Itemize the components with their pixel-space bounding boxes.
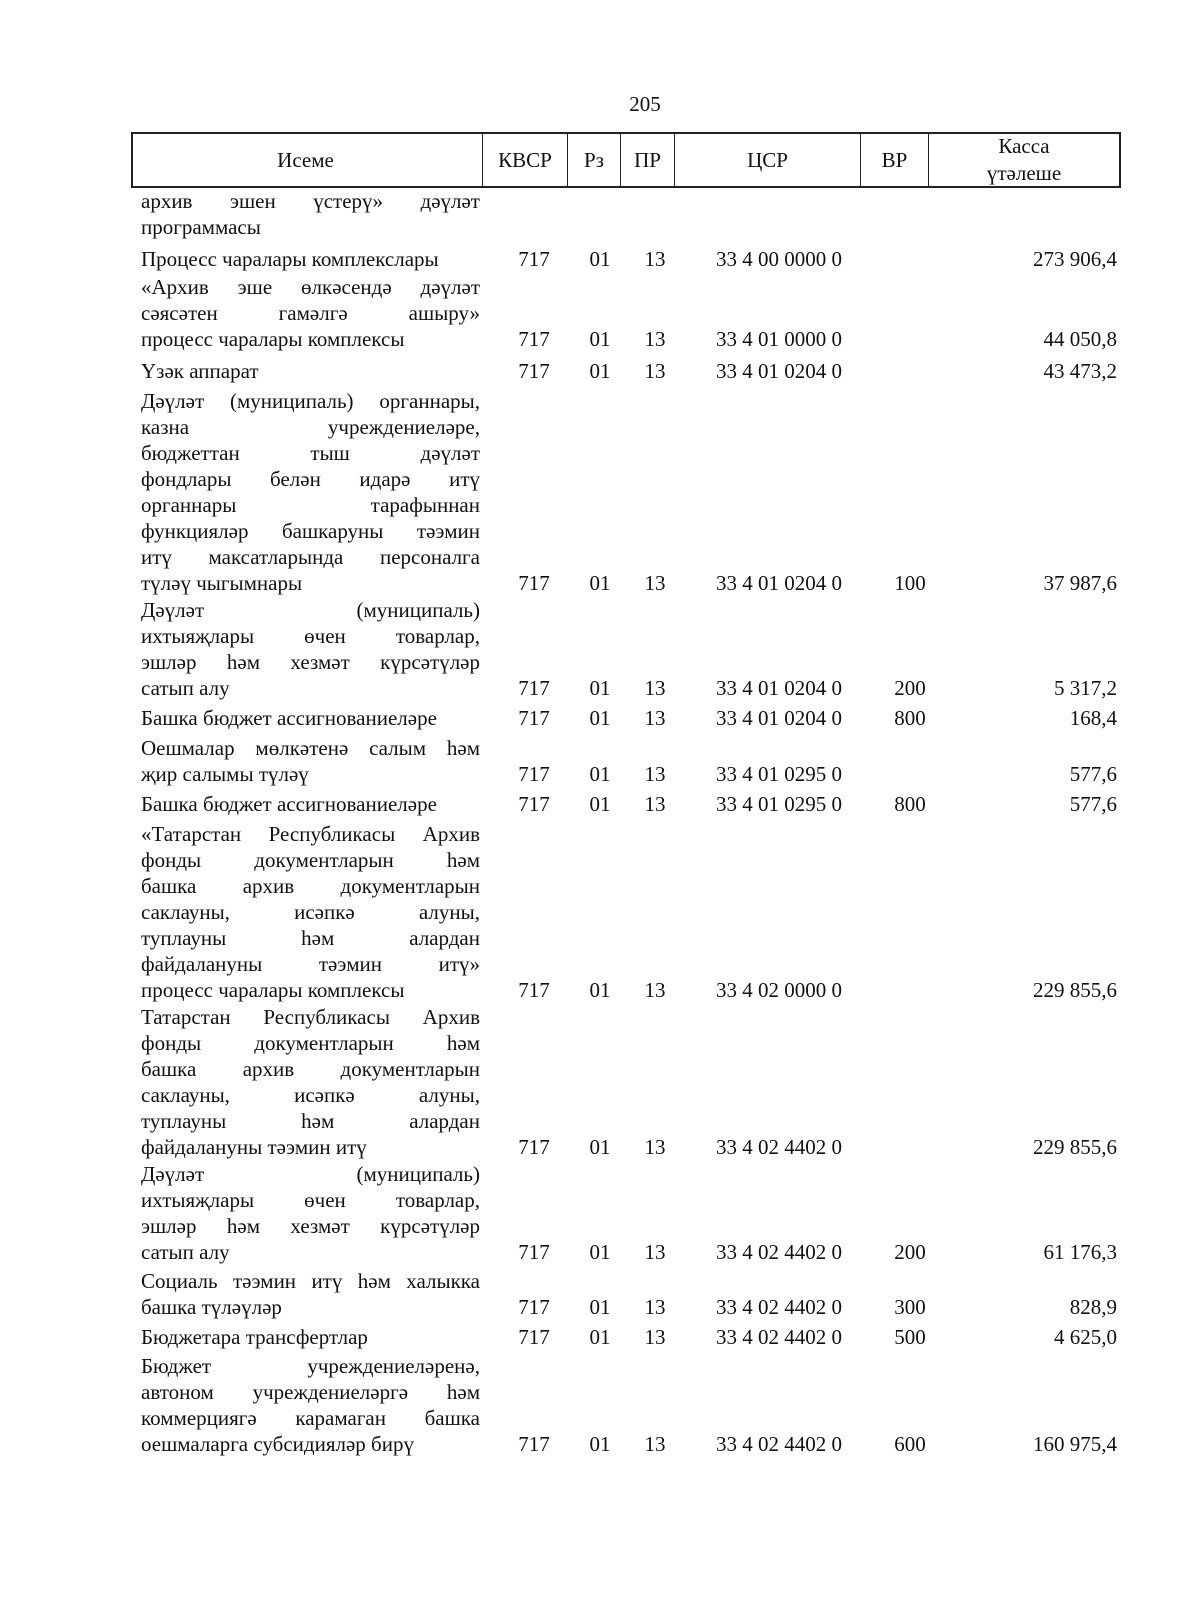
cell-csr: 33 4 02 4402 0 [716, 1135, 842, 1159]
cell-name-line: оешмаларга субсидияләр бирү [141, 1432, 414, 1456]
cell-sum: 229 855,6 [1033, 1135, 1117, 1159]
cell-rz: 01 [589, 706, 611, 730]
cell-name-line: «Архив эше өлкәсендә дәүләт [141, 275, 480, 299]
cell-kvsr: 717 [518, 978, 550, 1002]
cell-csr: 33 4 02 4402 0 [716, 1240, 842, 1264]
cell-sum: 577,6 [1069, 792, 1117, 816]
cell-vr: 600 [894, 1432, 926, 1456]
cell-sum: 577,6 [1069, 762, 1117, 786]
cell-pr: 13 [644, 706, 666, 730]
cell-kvsr: 717 [518, 1135, 550, 1159]
header-pr: ПР [634, 147, 661, 172]
header-sum-line2: үтәлеше [986, 161, 1062, 185]
cell-name-line: ихтыяҗлары өчен товарлар, [141, 1188, 480, 1212]
header-rz: Рз [584, 147, 604, 172]
cell-name-line: түләү чыгымнары [141, 571, 303, 595]
cell-name-line: Процесс чаралары комплекслары [141, 247, 439, 271]
cell-name-line: Дәүләт (муниципаль) органнары, [141, 389, 480, 413]
cell-name-line: файдалануны тәэмин итү [141, 1135, 367, 1159]
cell-csr: 33 4 01 0204 0 [716, 706, 842, 730]
cell-kvsr: 717 [518, 1432, 550, 1456]
header-vr: ВР [881, 147, 908, 172]
cell-vr: 200 [894, 1240, 926, 1264]
cell-rz: 01 [589, 1295, 611, 1319]
cell-csr: 33 4 02 4402 0 [716, 1432, 842, 1456]
cell-name-line: башка архив документларын [141, 1057, 480, 1081]
cell-pr: 13 [644, 1325, 666, 1349]
cell-pr: 13 [644, 327, 666, 351]
cell-vr: 200 [894, 676, 926, 700]
cell-csr: 33 4 02 4402 0 [716, 1295, 842, 1319]
cell-name-line: туплауны һәм алардан [141, 1109, 480, 1133]
cell-name-line: саклауны, исәпкә алуны, [141, 1083, 480, 1107]
cell-name-line: процесс чаралары комплексы [141, 978, 405, 1002]
cell-sum: 43 473,2 [1043, 359, 1117, 383]
cell-sum: 61 176,3 [1043, 1240, 1117, 1264]
cell-pr: 13 [644, 1432, 666, 1456]
cell-name-line: Татарстан Республикасы Архив [141, 1005, 480, 1029]
cell-sum: 5 317,2 [1054, 676, 1117, 700]
cell-rz: 01 [589, 247, 611, 271]
cell-name-line: программасы [141, 215, 261, 239]
cell-pr: 13 [644, 792, 666, 816]
cell-name-line: Социаль тәэмин итү һәм халыкка [141, 1269, 480, 1293]
cell-name-line: органнары тарафыннан [141, 493, 480, 517]
cell-csr: 33 4 01 0204 0 [716, 571, 842, 595]
cell-name-line: архив эшен үстерү» дәүләт [141, 189, 480, 213]
cell-kvsr: 717 [518, 571, 550, 595]
cell-name-line: сатып алу [141, 1240, 230, 1264]
cell-pr: 13 [644, 247, 666, 271]
cell-name-line: эшләр һәм хезмәт күрсәтүләр [141, 1214, 480, 1238]
cell-name-line: Дәүләт (муниципаль) [141, 1162, 480, 1186]
header-sum-line1: Касса [998, 134, 1050, 158]
cell-sum: 828,9 [1069, 1295, 1117, 1319]
cell-csr: 33 4 02 0000 0 [716, 978, 842, 1002]
cell-rz: 01 [589, 1135, 611, 1159]
cell-pr: 13 [644, 762, 666, 786]
cell-kvsr: 717 [518, 792, 550, 816]
cell-rz: 01 [589, 1240, 611, 1264]
cell-name-line: туплауны һәм алардан [141, 926, 480, 950]
cell-sum: 160 975,4 [1033, 1432, 1117, 1456]
cell-name-line: башка түләүләр [141, 1295, 282, 1319]
cell-sum: 273 906,4 [1033, 247, 1117, 271]
cell-sum: 37 987,6 [1043, 571, 1117, 595]
cell-csr: 33 4 01 0295 0 [716, 762, 842, 786]
cell-name-line: фондлары белән идарә итү [141, 467, 480, 491]
cell-name-line: Башка бюджет ассигнованиеләре [141, 792, 437, 816]
cell-pr: 13 [644, 978, 666, 1002]
cell-rz: 01 [589, 1432, 611, 1456]
cell-name-line: фонды документларын һәм [141, 1031, 480, 1055]
cell-kvsr: 717 [518, 327, 550, 351]
cell-sum: 4 625,0 [1054, 1325, 1117, 1349]
cell-csr: 33 4 01 0204 0 [716, 676, 842, 700]
cell-vr: 500 [894, 1325, 926, 1349]
cell-kvsr: 717 [518, 247, 550, 271]
cell-name-line: казна учреждениеләре, [141, 415, 480, 439]
cell-kvsr: 717 [518, 762, 550, 786]
cell-name-line: эшләр һәм хезмәт күрсәтүләр [141, 650, 480, 674]
cell-name-line: Бюджет учреждениеләренә, [141, 1354, 480, 1378]
cell-kvsr: 717 [518, 706, 550, 730]
cell-pr: 13 [644, 1295, 666, 1319]
cell-name-line: ихтыяҗлары өчен товарлар, [141, 624, 480, 648]
cell-name-line: сәясәтен гамәлгә ашыру» [141, 301, 480, 325]
cell-kvsr: 717 [518, 1325, 550, 1349]
header-csr: ЦСР [747, 147, 788, 172]
cell-name-line: бюджеттан тыш дәүләт [141, 441, 480, 465]
header-kvsr: КВСР [498, 147, 552, 172]
cell-rz: 01 [589, 792, 611, 816]
cell-vr: 800 [894, 792, 926, 816]
cell-csr: 33 4 01 0000 0 [716, 327, 842, 351]
cell-name-line: Дәүләт (муниципаль) [141, 598, 480, 622]
cell-rz: 01 [589, 327, 611, 351]
cell-vr: 100 [894, 571, 926, 595]
cell-pr: 13 [644, 1240, 666, 1264]
page-number: 205 [629, 92, 661, 116]
cell-name-line: коммерциягә карамаган башка [141, 1406, 480, 1430]
cell-name-line: саклауны, исәпкә алуны, [141, 900, 480, 924]
cell-name-line: фонды документларын һәм [141, 848, 480, 872]
cell-kvsr: 717 [518, 676, 550, 700]
cell-name-line: Оешмалар мөлкәтенә салым һәм [141, 736, 480, 760]
cell-sum: 44 050,8 [1043, 327, 1117, 351]
cell-name-line: файдалануны тәэмин итү» [141, 952, 480, 976]
cell-name-line: башка архив документларын [141, 874, 480, 898]
cell-kvsr: 717 [518, 359, 550, 383]
cell-rz: 01 [589, 359, 611, 383]
cell-name-line: җир салымы түләү [141, 762, 309, 786]
cell-sum: 168,4 [1069, 706, 1117, 730]
cell-csr: 33 4 01 0295 0 [716, 792, 842, 816]
cell-csr: 33 4 02 4402 0 [716, 1325, 842, 1349]
cell-name-line: функцияләр башкаруны тәэмин [141, 519, 480, 543]
cell-name-line: сатып алу [141, 676, 230, 700]
cell-vr: 300 [894, 1295, 926, 1319]
cell-rz: 01 [589, 1325, 611, 1349]
cell-name-line: «Татарстан Республикасы Архив [141, 822, 480, 846]
cell-name [141, 1353, 480, 1457]
cell-name-line: Башка бюджет ассигнованиеләре [141, 706, 437, 730]
cell-pr: 13 [644, 1135, 666, 1159]
cell-name-line: автоном учреждениеләргә һәм [141, 1380, 480, 1404]
cell-pr: 13 [644, 359, 666, 383]
cell-kvsr: 717 [518, 1240, 550, 1264]
cell-csr: 33 4 00 0000 0 [716, 247, 842, 271]
cell-rz: 01 [589, 571, 611, 595]
cell-pr: 13 [644, 676, 666, 700]
cell-sum: 229 855,6 [1033, 978, 1117, 1002]
cell-kvsr: 717 [518, 1295, 550, 1319]
cell-rz: 01 [589, 676, 611, 700]
cell-name-line: итү максатларында персоналга [141, 545, 480, 569]
cell-rz: 01 [589, 978, 611, 1002]
cell-name-line: Үзәк аппарат [141, 359, 259, 383]
cell-pr: 13 [644, 571, 666, 595]
cell-rz: 01 [589, 762, 611, 786]
cell-name-line: процесс чаралары комплексы [141, 327, 405, 351]
cell-name-line: Бюджетара трансфертлар [141, 1325, 368, 1349]
header-name: Исеме [277, 147, 334, 172]
cell-vr: 800 [894, 706, 926, 730]
cell-csr: 33 4 01 0204 0 [716, 359, 842, 383]
